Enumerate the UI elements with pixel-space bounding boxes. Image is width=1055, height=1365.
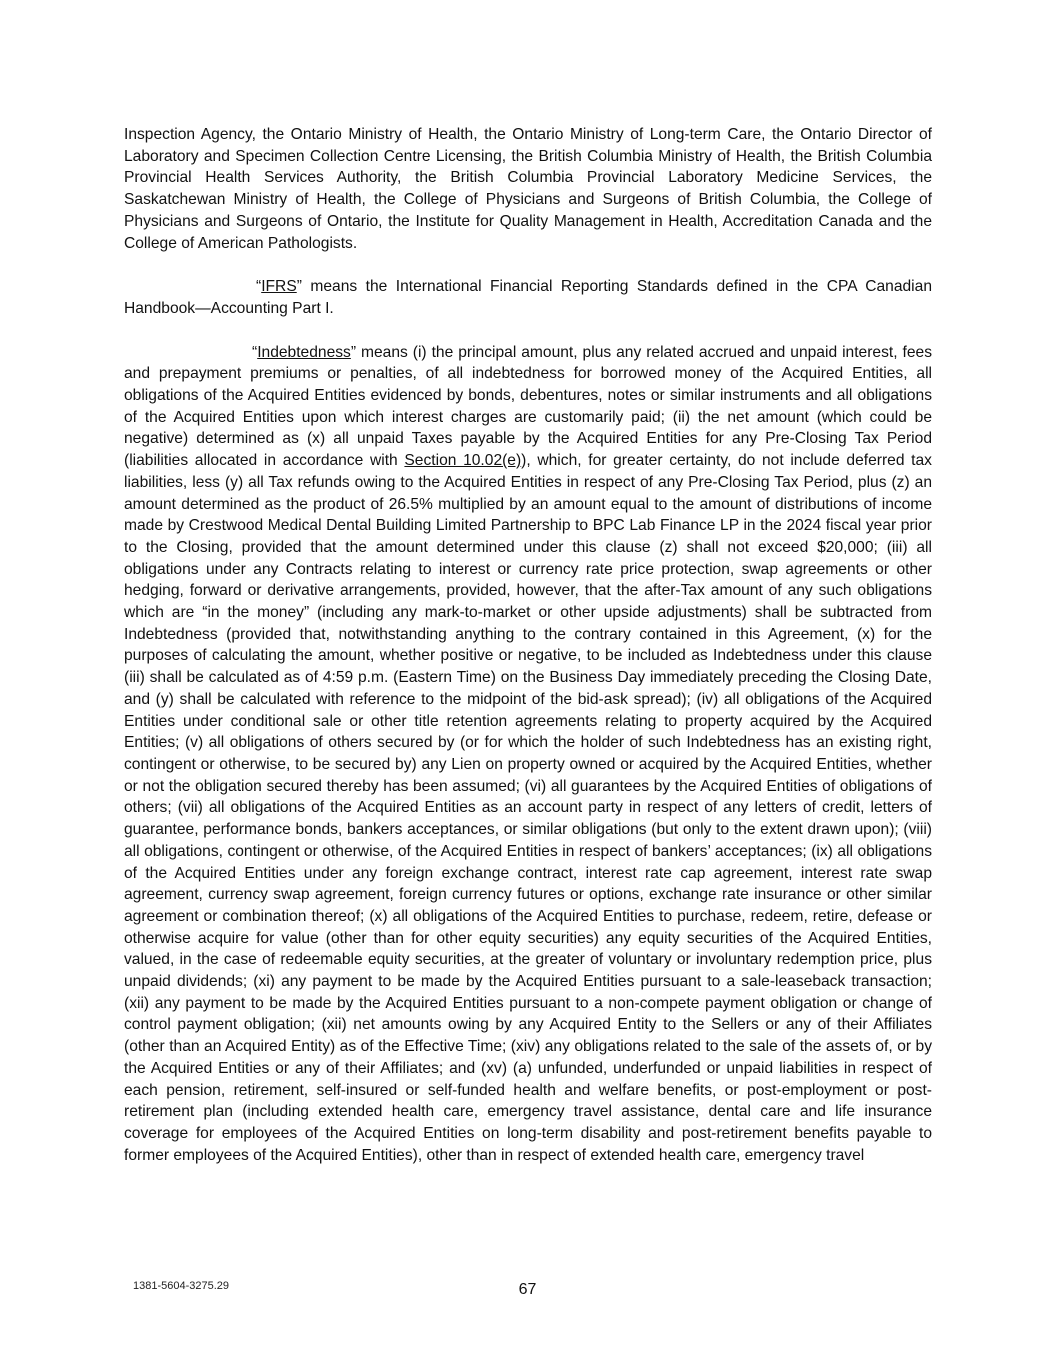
definition-ifrs: [124, 276, 932, 319]
definition-text-part2: ), which, for greater certainty, do not include deferred tax liabilities, less (y) all Tax refunds owing to the Acquired Entities in respect of any Pre-Closing Tax Period, plus (z) an amount determined as the product of 26.5% multiplied by an amount equal to the amount of distributions of income made by Crestwood Medical Dental Building Limited Partnership to BPC Lab Finance LP in the 2024 fiscal year prior to the Closing, provided that the amount determined under this clause (z) shall not exceed $20,000; (iii) all obligations under any Contracts relating to interest or currency rate price protection, swap agreements or other hedging, forward or derivative arrangements, provided, however, that the after-Tax amount of any such obligations which are “in the money” (including any mark-to-market or other upside adjustments) shall be subtracted from Indebtedness (provided that, notwithstanding anything to the contrary contained in this Agreement, (x) for the purposes of calculating the amount, whether positive or negative, to be included as Indebtedness under this clause (iii) shall be calculated as of 4:59 p.m. (Eastern Time) on the Business Day immediately preceding the Closing Date, and (y) shall be calculated with reference to the midpoint of the bid-ask spread); (iv) all obligations of the Acquired Entities under conditional sale or other title retention agreements relating to property acquired by the Acquired Entities; (v) all obligations of others secured by (or for which the holder of such Indebtedness has an existing right, contingent or otherwise, to be secured by) any Lien on property owned or acquired by the Acquired Entities, whether or not the obligation secured thereby has been assumed; (vi) all guarantees by the Acquired Entities of obligations of others; (vii) all obligations of the Acquired Entities as an account party in respect of any letters of credit, letters of guarantee, performance bonds, bankers acceptances, or similar obligations (but only to the extent drawn upon); (viii) all obligations, contingent or otherwise, of the Acquired Entities in respect of bankers’ acceptances; (ix) all obligations of the Acquired Entities under any foreign exchange contract, interest rate cap agreement, interest rate swap agreement, currency swap agreement, foreign currency futures or options, exchange rate insurance or other similar agreement or combination thereof; (x) all obligations of the Acquired Entities to purchase, redeem, retire, defease or otherwise acquire for value (other than for other equity securities) any equity securities of the Acquired Entities, valued, in the case of redeemable equity securities, at the greater of voluntary or involuntary redemption price, plus unpaid dividends; (xi) any payment to be made by the Acquired Entities pursuant to a sale-leaseback transaction; (xii) any payment to be made by the Acquired Entities pursuant to a non-compete payment obligation or change of control payment obligation; (xii) net amounts owing by any Acquired Entity to the Sellers or any of their Affiliates (other than an Acquired Entity) as of the Effective Time; (xiv) any obligations related to the sale of the assets of, or by the Acquired Entities or any of their Affiliates; and (xv) (a) unfunded, underfunded or unpaid liabilities in respect of each pension, retirement, self-insured or self-funded health and welfare benefits, or post-employment or post-retirement plan (including extended health care, emergency travel assistance, dental care and life insurance coverage for employees of the Acquired Entities on long-term disability and post-retirement benefits payable to former employees of the Acquired Entities), other than in respect of extended health care, emergency travel: [124, 452, 932, 1164]
defined-term-ifrs: IFRS: [261, 278, 297, 296]
footer-document-id: 1381-5604-3275.29: [133, 1280, 230, 1292]
document-body: [124, 124, 932, 1188]
definition-text: ” means the International Financial Reporting Standards defined in the CPA Canadian Handbook—Accounting Part I.: [124, 278, 932, 317]
paragraph-continuation: [124, 124, 932, 254]
definition-indebtedness: [124, 342, 932, 1167]
defined-term-indebtedness: Indebtedness: [257, 343, 351, 361]
paragraph-text: Inspection Agency, the Ontario Ministry of Health, the Ontario Ministry of Long-term Care, the Ontario Director of Laboratory and Specimen Collection Centre Licensing, the British Columbia Ministry of Health, the British Columbia Provincial Health Services Authority, the British Columbia Provincial Laboratory Medicine Services, the Saskatchewan Ministry of Health, the College of Physicians and Surgeons of British Columbia, the College of Physicians and Surgeons of Ontario, the Institute for Quality Management in Health, Accreditation Canada and the College of American Pathologists.: [124, 126, 932, 252]
definition-text-part1: ” means (i) the principal amount, plus any related accrued and unpaid interest, fees and prepayment premiums or penalties, of all indebtedness for borrowed money of the Acquired Entities, all obligations of the Acquired Entities evidenced by bonds, debentures, notes or similar instruments and all obligations of the Acquired Entities upon which interest charges are customarily paid; (ii) the net amount (which could be negative) determined as (x) all unpaid Taxes payable by the Acquired Entities for any Pre-Closing Tax Period (liabilities allocated in accordance with: [124, 343, 932, 470]
open-quote: “: [252, 343, 258, 361]
section-cross-reference: Section 10.02(e): [404, 452, 522, 470]
open-quote: “: [256, 278, 262, 296]
page-number: 67: [518, 1281, 537, 1298]
